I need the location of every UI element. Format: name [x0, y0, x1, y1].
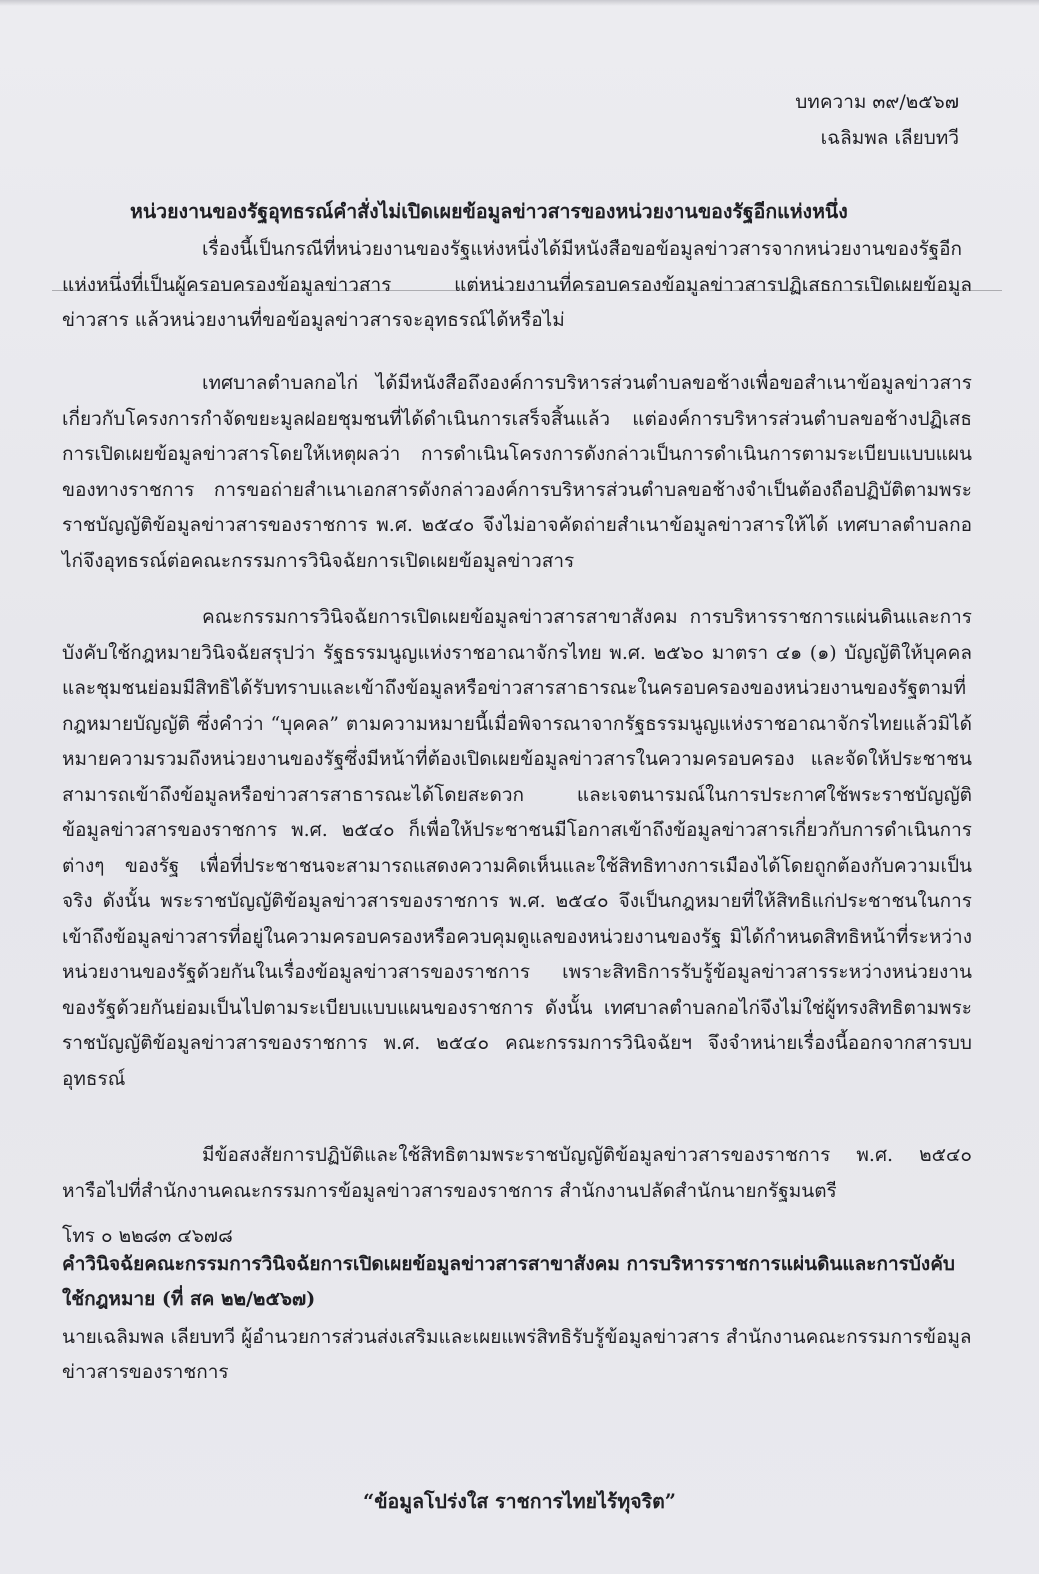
document-title: หน่วยงานของรัฐอุทธรณ์คำสั่งไม่เปิดเผยข้อมูลข่าวสารของหน่วยงานของรัฐอีกแห่งหนึ่ง	[130, 200, 848, 223]
paragraph-3-text: คณะกรรมการวินิจฉัยการเปิดเผยข้อมูลข่าวสารสาขาสังคม การบริหารราชการแผ่นดินและการบังคับใช้กฎหมายวินิจฉัยสรุปว่า รัฐธรรมนูญแห่งราชอาณาจักรไทย พ.ศ. ๒๕๖๐ มาตรา ๔๑ (๑) บัญญัติให้บุคคลและชุมชนย่อมมีสิทธิได้รับทราบและเข้าถึงข้อมูลหรือข่าวสารสาธารณะในครอบครองของหน่วยงานของรัฐตามที่กฎหมายบัญญัติ ซึ่งคำว่า “บุคคล” ตามความหมายนี้เมื่อพิจารณาจากรัฐธรรมนูญแห่งราชอาณาจักรไทยแล้วมิได้หมายความรวมถึงหน่วยงานของรัฐซึ่งมีหน้าที่ต้องเปิดเผยข้อมูลข่าวสารในความครอบครอง และจัดให้ประชาชนสามารถเข้าถึงข้อมูลหรือข่าวสารสาธารณะได้โดยสะดวก และเจตนารมณ์ในการประกาศใช้พระราชบัญญัติข้อมูลข่าวสารของราชการ พ.ศ. ๒๕๔๐ ก็เพื่อให้ประชาชนมีโอกาสเข้าถึงข้อมูลข่าวสารเกี่ยวกับการดำเนินการต่างๆ ของรัฐ เพื่อที่ประชาชนจะสามารถแสดงความคิดเห็นและใช้สิทธิทางการเมืองได้โดยถูกต้องกับความเป็นจริง ดังนั้น พระราชบัญญัติข้อมูลข่าวสารของราชการ พ.ศ. ๒๕๔๐ จึงเป็นกฎหมายที่ให้สิทธิแก่ประชาชนในการเข้าถึงข้อมูลข่าวสารที่อยู่ในความครอบครองหรือควบคุมดูแลของหน่วยงานของรัฐ มิได้กำหนดสิทธิหน้าที่ระหว่างหน่วยงานของรัฐด้วยกันในเรื่องข้อมูลข่าวสารของราชการ เพราะสิทธิการรับรู้ข้อมูลข่าวสารระหว่างหน่วยงานของรัฐด้วยกันย่อมเป็นไปตามระเบียบแบบแผนของราชการ ดังนั้น เทศบาลตำบลกอไก่จึงไม่ใช่ผู้ทรงสิทธิตามพระราชบัญญัติข้อมูลข่าวสารของราชการ พ.ศ. ๒๕๔๐ คณะกรรมการวินิจฉัยฯ จึงจำหน่ายเรื่องนี้ออกจากสารบบอุทธรณ์	[62, 606, 972, 1090]
document-header	[795, 84, 959, 156]
header-author: เฉลิมพล เลียบทวี	[820, 127, 959, 149]
ruling-reference: คำวินิจฉัยคณะกรรมการวินิจฉัยการเปิดเผยข้อมูลข่าวสารสาขาสังคม การบริหารราชการแผ่นดินและการบังคับใช้กฎหมาย (ที่ สค ๒๒/๒๕๖๗)	[62, 1253, 955, 1310]
contact-phone: โทร ๐ ๒๒๘๓ ๔๖๗๘	[62, 1225, 233, 1247]
article-number: บทความ ๓๙/๒๕๖๗	[795, 91, 959, 113]
author-line: นายเฉลิมพล เลียบทวี ผู้อำนวยการส่วนส่งเสริมและเผยแพร่สิทธิรับรู้ข้อมูลข่าวสาร สำนักงานคณะกรรมการข้อมูลข่าวสารของราชการ	[62, 1326, 972, 1383]
paragraph-2-text: เทศบาลตำบลกอไก่ ได้มีหนังสือถึงองค์การบริหารส่วนตำบลขอช้างเพื่อขอสำเนาข้อมูลข่าวสารเกี่ยวกับโครงการกำจัดขยะมูลฝอยชุมชนที่ได้ดำเนินการเสร็จสิ้นแล้ว แต่องค์การบริหารส่วนตำบลขอช้างปฏิเสธการเปิดเผยข้อมูลข่าวสารโดยให้เหตุผลว่า การดำเนินโครงการดังกล่าวเป็นการดำเนินการตามระเบียบแบบแผนของทางราชการ การขอถ่ายสำเนาเอกสารดังกล่าวองค์การบริหารส่วนตำบลขอช้างจำเป็นต้องถือปฏิบัติตามพระราชบัญญัติข้อมูลข่าวสารของราชการ พ.ศ. ๒๕๔๐ จึงไม่อาจคัดถ่ายสำเนาข้อมูลข่าวสารให้ได้ เทศบาลตำบลกอไก่จึงอุทธรณ์ต่อคณะกรรมการวินิจฉัยการเปิดเผยข้อมูลข่าวสาร	[62, 372, 972, 572]
paragraph-3	[62, 600, 972, 1097]
paragraph-2	[62, 366, 972, 579]
paragraph-1	[62, 232, 972, 339]
slogan: “ข้อมูลโปร่งใส ราชการไทยไร้ทุจริต”	[362, 1490, 676, 1513]
paragraph-4	[62, 1138, 972, 1209]
paragraph-1-text: เรื่องนี้เป็นกรณีที่หน่วยงานของรัฐแห่งหนึ่งได้มีหนังสือขอข้อมูลข่าวสารจากหน่วยงานของรัฐอีกแห่งหนึ่งที่เป็นผู้ครอบครองข้อมูลข่าวสาร แต่หน่วยงานที่ครอบครองข้อมูลข่าวสารปฏิเสธการเปิดเผยข้อมูลข่าวสาร แล้วหน่วยงานที่ขอข้อมูลข่าวสารจะอุทธรณ์ได้หรือไม่	[62, 238, 972, 331]
paragraph-4-text: มีข้อสงสัยการปฏิบัติและใช้สิทธิตามพระราชบัญญัติข้อมูลข่าวสารของราชการ พ.ศ. ๒๕๔๐ หารือไปที่สำนักงานคณะกรรมการข้อมูลข่าวสารของราชการ สำนักงานปลัดสำนักนายกรัฐมนตรี	[62, 1144, 972, 1202]
page-edge-shadow	[0, 0, 1039, 6]
